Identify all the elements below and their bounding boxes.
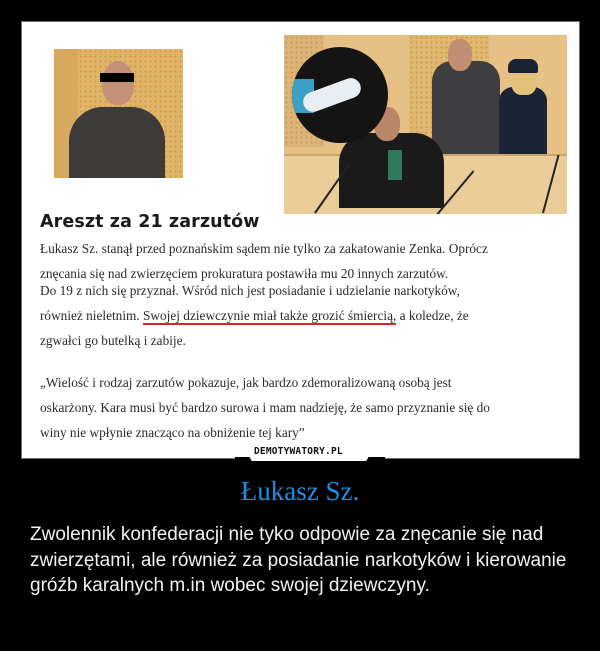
inset-circle-animal (292, 47, 388, 143)
photo-hair (512, 73, 536, 95)
text-segment: a koledze, że (396, 308, 469, 323)
photo-police-officer (499, 87, 547, 154)
article-quote (40, 370, 490, 445)
photo-head (102, 61, 134, 105)
photo-defendant-standing (432, 61, 500, 156)
article-paragraph-2 (40, 278, 469, 353)
photo-police-hat (508, 59, 538, 73)
demotivator-caption: Zwolennik konfederacji nie tyko odpowie za znęcanie się nad zwierzętami, ale również za posiadanie narkotyków i kierowanie gróźb karalnych m.in wobec swojej dziewczyny. (30, 524, 567, 597)
photo-courtroom (284, 35, 567, 214)
text-line: oskarżony. Kara musi być bardzo surowa i mam nadzieję, że samo przyznanie się do (40, 400, 490, 415)
text-segment: również nieletnim. (40, 308, 144, 323)
photo-head (448, 39, 472, 71)
censor-bar (100, 73, 134, 82)
highlighted-underline-text: Swojej dziewczynie miał także grozić śmiercią, (143, 308, 397, 323)
text-line (40, 303, 469, 328)
article-headline: Areszt za 21 zarzutów (40, 212, 260, 232)
text-line: winy nie wpłynie znacząco na obniżenie tej kary” (40, 425, 305, 440)
photo-lawyer-tie (388, 150, 402, 180)
article-screenshot-panel (21, 21, 580, 459)
watermark-text: DEMOTYWATORY.PL (254, 446, 343, 457)
text-line: znęcania się nad zwierzęciem prokuratura postawiła mu 20 innych zarzutów. (40, 266, 449, 281)
text-line: Do 19 z nich się przyznał. Wśród nich jest posiadanie i udzielanie narkotyków, (40, 283, 460, 298)
text-line: „Wielość i rodzaj zarzutów pokazuje, jak bardzo zdemoralizowaną osobą jest (40, 375, 452, 390)
demotivator-title: Łukasz Sz. (240, 476, 360, 506)
photo-defendant (54, 49, 183, 178)
photo-jacket (69, 107, 165, 178)
text-line: zgwałci go butelką i zabije. (40, 333, 186, 348)
text-line: Łukasz Sz. stanął przed poznańskim sądem nie tylko za zakatowanie Zenka. Oprócz (40, 241, 488, 256)
